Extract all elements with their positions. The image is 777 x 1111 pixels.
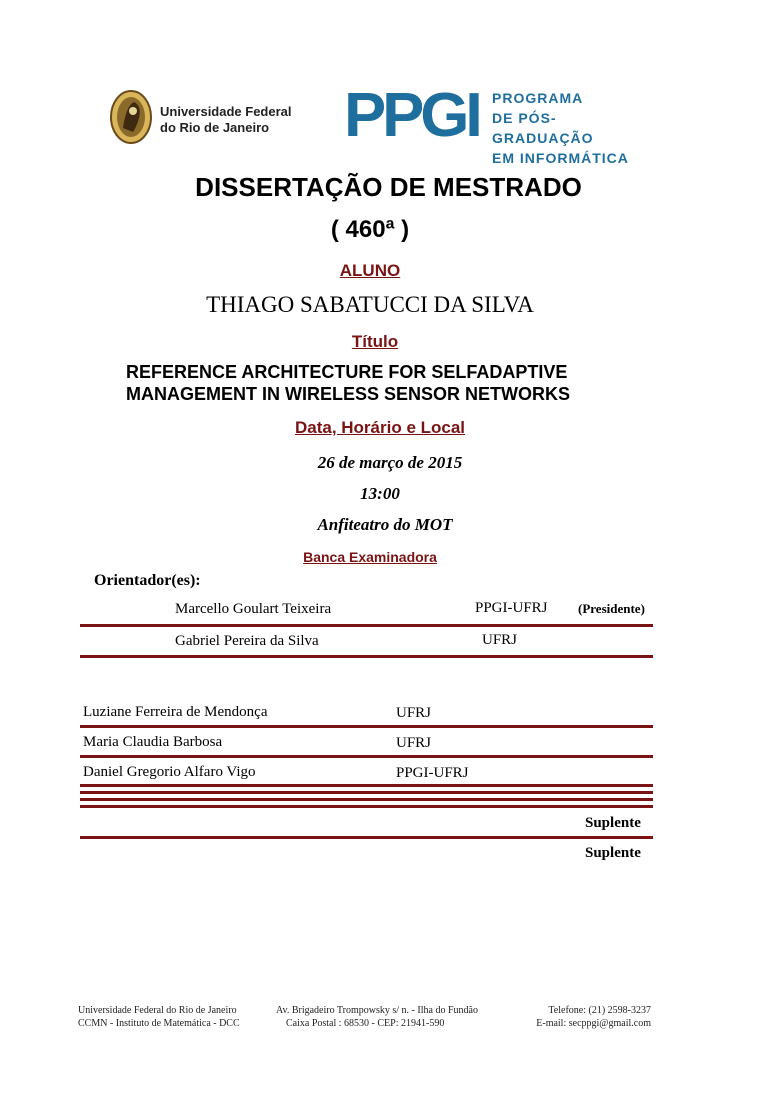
document-title: DISSERTAÇÃO DE MESTRADO — [195, 172, 582, 202]
footer-col-contact — [510, 1004, 651, 1030]
row-divider — [80, 798, 653, 801]
ppgi-line3: EM INFORMÁTICA — [492, 150, 629, 166]
defense-date: 26 de março de 2015 — [317, 453, 463, 472]
member-name: Luziane Ferreira de Mendonça — [83, 704, 268, 720]
thesis-title-line1: REFERENCE ARCHITECTURE FOR SELFADAPTIVE — [126, 362, 568, 382]
footer-text: Telefone: (21) 2598-3237 — [548, 1005, 651, 1016]
schedule-label: Data, Horário e Local — [294, 418, 466, 437]
row-divider — [80, 791, 653, 794]
row-divider — [80, 836, 653, 839]
row-divider — [80, 805, 653, 808]
ppgi-line2: DE PÓS-GRADUAÇÃO — [492, 110, 594, 146]
dissertation-number: ( 460ª ) — [330, 216, 410, 243]
advisor-institution: PPGI-UFRJ — [475, 600, 548, 616]
footer-text: Caixa Postal : 68530 - CEP: 21941-590 — [286, 1018, 445, 1029]
committee-label: Banca Examinadora — [303, 549, 437, 565]
footer-text: Universidade Federal do Rio de Janeiro — [78, 1005, 237, 1016]
ppgi-line1: PROGRAMA — [492, 90, 584, 106]
university-name-line2: do Rio de Janeiro — [160, 120, 270, 135]
defense-place: Anfiteatro do MOT — [317, 515, 453, 534]
member-institution: UFRJ — [396, 705, 432, 721]
substitute-label: Suplente — [585, 815, 641, 831]
footer-col-address — [276, 1004, 478, 1030]
footer-text: E-mail: secppgi@gmail.com — [536, 1018, 651, 1029]
member-name: Daniel Gregorio Alfaro Vigo — [83, 764, 256, 780]
thesis-label: Título — [351, 332, 399, 351]
minerva-seal-icon — [108, 88, 154, 146]
thesis-title-line2: MANAGEMENT IN WIRELESS SENSOR NETWORKS — [126, 384, 571, 404]
student-name: THIAGO SABATUCCI DA SILVA — [206, 292, 534, 317]
ufrj-logo — [108, 88, 308, 146]
defense-time: 13:00 — [360, 484, 400, 503]
footer-text: Av. Brigadeiro Trompowsky s/ n. - Ilha do Fundão — [276, 1005, 478, 1016]
advisor-name: Marcello Goulart Teixeira — [175, 601, 332, 617]
row-divider — [80, 624, 653, 627]
footer-col-university — [78, 1004, 240, 1030]
member-institution: UFRJ — [396, 735, 432, 751]
member-name: Maria Claudia Barbosa — [83, 734, 223, 750]
footer-text: CCMN - Instituto de Matemática - DCC — [78, 1018, 240, 1029]
member-institution: PPGI-UFRJ — [396, 765, 469, 781]
row-divider — [80, 755, 653, 758]
advisors-label: Orientador(es): — [94, 572, 201, 589]
university-name-line1: Universidade Federal — [160, 104, 292, 119]
student-label: ALUNO — [339, 261, 401, 280]
row-divider — [80, 655, 653, 658]
row-divider — [80, 725, 653, 728]
substitute-label: Suplente — [585, 845, 641, 861]
ppgi-letters: PPGI — [344, 81, 479, 150]
ppgi-logo — [344, 81, 644, 166]
row-divider — [80, 784, 653, 787]
advisor-institution: UFRJ — [482, 632, 518, 648]
advisor-name: Gabriel Pereira da Silva — [175, 633, 319, 649]
president-role: (Presidente) — [578, 601, 645, 616]
